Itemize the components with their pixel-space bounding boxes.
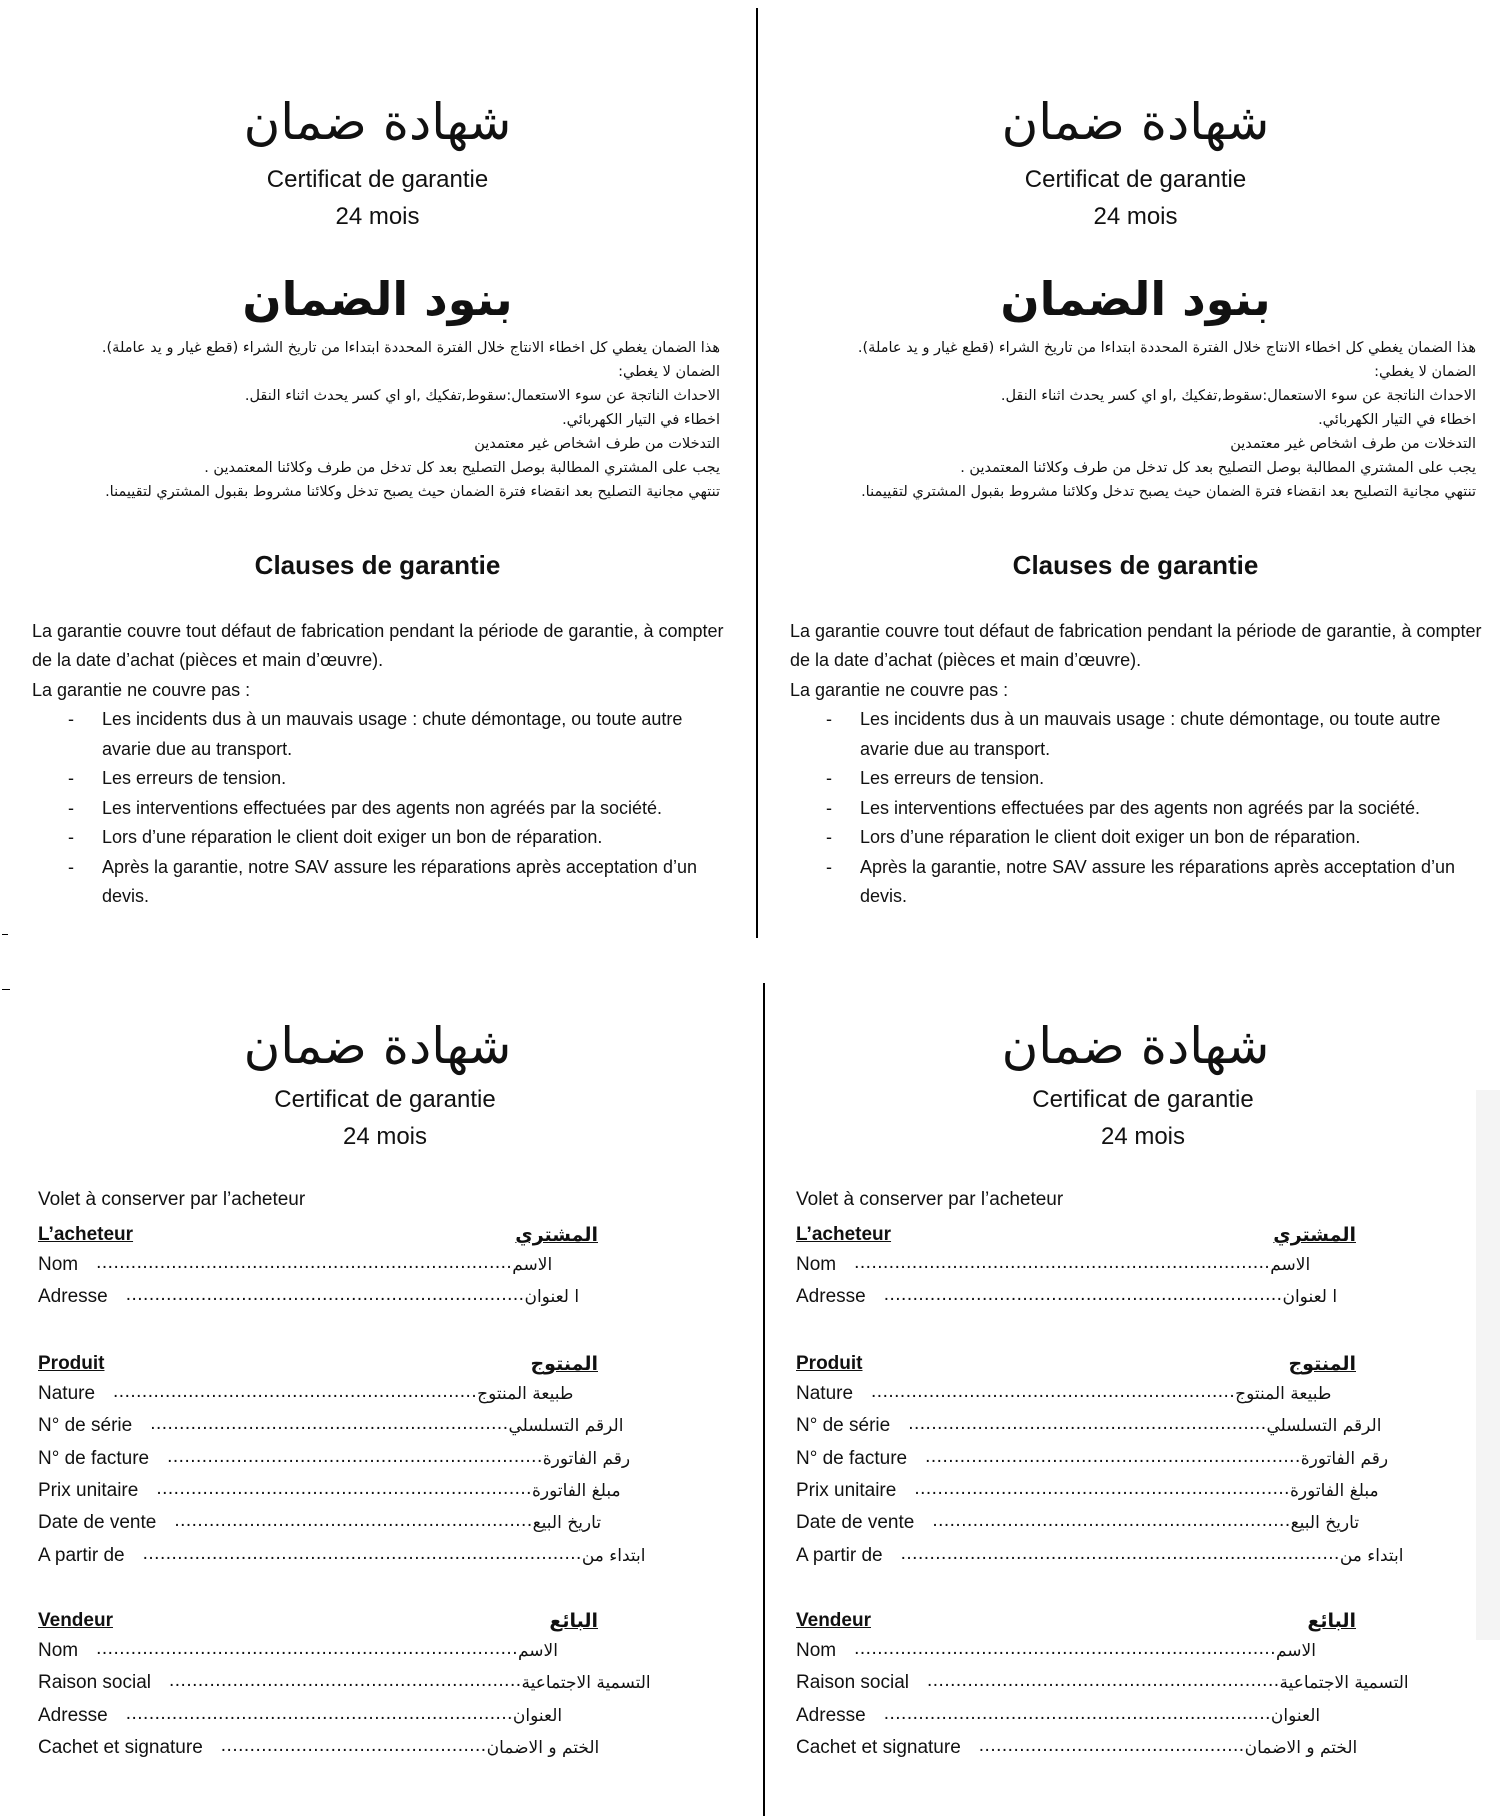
field-fill-line[interactable]: ............................................................................ [900,1542,1340,1564]
buyer-field-row[interactable] [796,1250,1356,1280]
seller-field-row[interactable] [38,1668,651,1698]
product-field-row[interactable] [38,1411,624,1441]
field-fill-line[interactable]: ................................................................. [925,1445,1301,1467]
seller-label-fr: Vendeur [38,1610,113,1631]
arabic-title: شهادة ضمان [243,1017,512,1075]
exclusion-item: - Lors d’une réparation le client doit exiger un bon de réparation. [32,823,732,853]
arabic-clause: هذا الضمان يغطي كل اخطاء الانتاج خلال الفترة المحددة ابتداءا من تاريخ الشراء (قطع غيار و يد عاملة). [857,340,1476,356]
field-label-ar: العنوان [1270,1705,1321,1726]
field-fill-line[interactable]: .............................................................. [174,1510,533,1532]
french-exclusions-label: La garantie ne couvre pas : [790,680,1009,700]
exclusion-item: - Les interventions effectuées par des agents non agréés par la société. [32,794,732,824]
french-exclusions-list [790,705,1490,912]
list-dash: - [826,827,832,847]
field-label-ar: الرقم التسلسلي [1266,1416,1382,1437]
warranty-clauses-panel-right [758,0,1482,930]
duration-label: 24 mois [1100,1123,1186,1150]
product-field-row[interactable] [38,1444,631,1474]
arabic-clauses-heading: بنود الضمان [1000,272,1271,326]
buyer-field-row[interactable] [796,1282,1356,1312]
field-label-fr: Adresse [38,1704,108,1726]
french-coverage-text: La garantie couvre tout défaut de fabrication pendant la période de garantie, à compter de la date d’achat (pièces et main d’œuvre). [32,621,724,670]
arabic-clause: تنتهي مجانية التصليح بعد انقضاء فترة الضمان حيث يصبح تدخل وكلائنا مشروط بقبول المشتري لتقييمنا. [105,484,720,500]
warranty-clauses-panel-left [0,0,724,930]
field-label-fr: Cachet et signature [38,1736,203,1758]
buyer-label-fr: L’acheteur [796,1224,892,1245]
list-dash: - [826,768,832,788]
exclusion-item: - Les incidents dus à un mauvais usage : chute démontage, ou toute autre avarie due au transport. [32,705,732,764]
field-label-ar: ا لعنوان [524,1287,580,1308]
field-fill-line[interactable]: .............................................. [220,1734,487,1756]
field-fill-line[interactable]: ............................................................... [871,1381,1236,1402]
field-label-ar: رقم الفاتورة [542,1448,631,1469]
product-label-fr: Produit [796,1353,863,1374]
field-fill-line[interactable]: ......................................................................... [96,1638,518,1659]
duration-label: 24 mois [335,203,420,230]
french-title: Certificat de garantie [1032,1086,1254,1113]
field-fill-line[interactable]: ................................................................... [883,1702,1271,1724]
seller-label-ar: البائع [549,1610,598,1632]
field-label-fr: Date de vente [38,1512,157,1534]
arabic-clause: اخطاء في التيار الكهربائي. [1318,412,1476,428]
arabic-clause: يجب على المشتري المطالبة بوصل التصليح بعد كل تدخل من طرف وكلائنا المعتمدين . [204,460,720,476]
seller-section-header [796,1607,1356,1635]
field-fill-line[interactable]: ................................................................. [156,1477,532,1499]
buyer-section-header [796,1221,1356,1249]
field-label-fr: N° de série [796,1415,891,1437]
field-fill-line[interactable]: ............................................................................ [142,1542,582,1564]
buyer-label-ar: المشتري [515,1224,598,1246]
field-label-fr: Nature [796,1383,854,1404]
field-label-ar: العنوان [512,1705,563,1726]
field-fill-line[interactable]: ................................................................. [914,1477,1290,1499]
arabic-clause: التدخلات من طرف اشخاص غير معتمدين [474,436,720,452]
list-dash: - [68,768,74,788]
product-field-row[interactable] [796,1411,1382,1441]
arabic-clause: الضمان لا يغطي: [618,364,720,380]
field-label-fr: Prix unitaire [796,1479,897,1501]
field-label-ar: الاسم [1270,1255,1311,1275]
list-dash: - [68,827,74,847]
field-label-fr: N° de facture [796,1447,908,1469]
field-label-ar: الرقم التسلسلي [508,1416,624,1437]
field-label-ar: طبيعة المنتوج [1235,1384,1332,1404]
field-fill-line[interactable]: ..................................................................... [125,1284,525,1306]
seller-label-fr: Vendeur [796,1610,871,1631]
buyer-section-header [38,1221,598,1249]
french-title: Certificat de garantie [274,1086,496,1113]
seller-field-row[interactable] [796,1668,1409,1698]
seller-field-row[interactable] [38,1733,598,1763]
warranty-form-right [758,940,1478,1820]
product-label-ar: المنتوج [1288,1353,1356,1375]
product-section-header [796,1350,1356,1378]
field-label-fr: Raison social [796,1672,909,1694]
product-field-row[interactable] [38,1541,646,1571]
seller-field-row[interactable] [796,1701,1356,1731]
field-label-ar: الختم و الاضمان [486,1737,600,1758]
buyer-field-row[interactable] [38,1250,598,1280]
field-fill-line[interactable]: ................................................................... [125,1702,513,1724]
field-label-fr: Nom [796,1254,837,1275]
scan-edge-shadow [1476,1090,1500,1640]
product-field-row[interactable] [796,1541,1404,1571]
field-label-fr: Nom [38,1254,79,1275]
exclusion-item: - Lors d’une réparation le client doit exiger un bon de réparation. [790,823,1490,853]
field-label-fr: Prix unitaire [38,1479,139,1501]
field-label-ar: التسمية الاجتماعية [1279,1673,1409,1694]
field-fill-line[interactable]: ..................................................................... [883,1284,1283,1306]
arabic-clause: تنتهي مجانية التصليح بعد انقضاء فترة الضمان حيث يصبح تدخل وكلائنا مشروط بقبول المشتري لتقييمنا. [861,484,1476,500]
field-label-fr: Cachet et signature [796,1736,961,1758]
list-dash: - [826,856,832,877]
field-label-fr: Adresse [796,1704,866,1726]
french-exclusions-list [32,705,732,912]
arabic-clauses-list [796,336,1476,504]
arabic-clause: الاحداث الناتجة عن سوء الاستعمال:سقوط,تفكيك ,او اي كسر يحدث اثناء النقل. [244,388,720,404]
seller-section-header [38,1607,598,1635]
arabic-clause: التدخلات من طرف اشخاص غير معتمدين [1230,436,1476,452]
volet-caption: Volet à conserver par l’acheteur [796,1189,1064,1210]
field-label-fr: A partir de [38,1544,125,1566]
buyer-field-row[interactable] [38,1282,598,1312]
field-label-fr: N° de série [38,1415,133,1437]
field-label-ar: الختم و الاضمان [1244,1737,1358,1758]
field-label-ar: ابتداء من [581,1545,646,1566]
field-fill-line[interactable]: ............................................................... [113,1381,478,1402]
field-label-ar: الاسم [1275,1641,1316,1661]
list-dash: - [68,797,74,818]
product-field-row[interactable] [796,1444,1389,1474]
product-field-row[interactable] [796,1508,1360,1538]
field-label-ar: رقم الفاتورة [1300,1448,1389,1469]
field-label-fr: Raison social [38,1672,151,1694]
field-label-ar: تاريخ البيع [532,1513,602,1534]
field-fill-line[interactable]: .............................................. [978,1734,1245,1756]
field-label-fr: Adresse [38,1286,108,1308]
arabic-clauses-heading: بنود الضمان [242,272,513,326]
field-label-ar: ابتداء من [1339,1545,1404,1566]
french-clauses-heading: Clauses de garantie [254,550,501,580]
exclusion-item: - Après la garantie, notre SAV assure les réparations après acceptation d’un devis. [790,853,1490,912]
field-fill-line[interactable]: ................................................................. [167,1445,543,1467]
exclusion-item: - Les erreurs de tension. [32,764,732,794]
arabic-clauses-list [40,336,720,504]
arabic-title: شهادة ضمان [243,93,512,151]
field-label-fr: Nom [796,1640,837,1661]
field-label-ar: مبلغ الفاتورة [1289,1480,1379,1501]
arabic-title: شهادة ضمان [1001,93,1270,151]
volet-caption: Volet à conserver par l’acheteur [38,1189,306,1210]
warranty-form-left [0,940,720,1820]
field-label-fr: Adresse [796,1286,866,1308]
horizontal-cut-line-top [2,934,8,935]
buyer-label-fr: L’acheteur [38,1224,134,1245]
product-field-row[interactable] [38,1379,598,1409]
arabic-clause: الضمان لا يغطي: [1374,364,1476,380]
field-fill-line[interactable]: ........................................................................ [96,1252,513,1273]
list-dash: - [826,797,832,818]
duration-label: 24 mois [342,1123,428,1150]
field-label-ar: تاريخ البيع [1290,1513,1360,1534]
product-field-row[interactable] [796,1379,1356,1409]
seller-field-row[interactable] [38,1701,598,1731]
field-fill-line[interactable]: ......................................................................... [854,1638,1276,1659]
field-fill-line[interactable]: ........................................................................ [854,1252,1271,1273]
arabic-title: شهادة ضمان [1001,1017,1270,1075]
arabic-clause: اخطاء في التيار الكهربائي. [562,412,720,428]
exclusion-item: - Les erreurs de tension. [790,764,1490,794]
field-label-ar: الاسم [512,1255,553,1275]
field-label-fr: N° de facture [38,1447,150,1469]
seller-field-row[interactable] [796,1636,1356,1666]
field-label-fr: Date de vente [796,1512,915,1534]
field-label-fr: Nature [38,1383,96,1404]
french-exclusions-label: La garantie ne couvre pas : [32,680,251,700]
list-dash: - [68,709,74,729]
field-fill-line[interactable]: .............................................................. [150,1413,509,1435]
field-fill-line[interactable]: .............................................................. [932,1510,1291,1532]
french-coverage-text: La garantie couvre tout défaut de fabrication pendant la période de garantie, à compter de la date d’achat (pièces et main d’œuvre). [790,621,1482,670]
duration-label: 24 mois [1093,203,1178,230]
arabic-clause: هذا الضمان يغطي كل اخطاء الانتاج خلال الفترة المحددة ابتداءا من تاريخ الشراء (قطع غيار و يد عاملة). [101,340,720,356]
field-label-ar: التسمية الاجتماعية [521,1673,651,1694]
list-dash: - [68,856,74,877]
product-label-fr: Produit [38,1353,105,1374]
field-label-ar: طبيعة المنتوج [477,1384,574,1404]
french-title: Certificat de garantie [1024,166,1247,193]
field-label-fr: A partir de [796,1544,883,1566]
field-fill-line[interactable]: .............................................................. [908,1413,1267,1435]
field-fill-line[interactable]: ............................................................. [169,1670,522,1692]
product-field-row[interactable] [796,1476,1379,1506]
list-dash: - [826,709,832,729]
field-label-fr: Nom [38,1640,79,1661]
french-clauses-heading: Clauses de garantie [1012,550,1259,580]
product-field-row[interactable] [38,1508,602,1538]
field-label-ar: الاسم [517,1641,558,1661]
arabic-clause: يجب على المشتري المطالبة بوصل التصليح بعد كل تدخل من طرف وكلائنا المعتمدين . [960,460,1476,476]
product-label-ar: المنتوج [530,1353,598,1375]
exclusion-item: - Les interventions effectuées par des agents non agréés par la société. [790,794,1490,824]
seller-field-row[interactable] [796,1733,1356,1763]
field-label-ar: ا لعنوان [1282,1287,1338,1308]
exclusion-item: - Les incidents dus à un mauvais usage : chute démontage, ou toute autre avarie due au transport. [790,705,1490,764]
field-label-ar: مبلغ الفاتورة [531,1480,621,1501]
product-section-header [38,1350,598,1378]
seller-field-row[interactable] [38,1636,598,1666]
arabic-clause: الاحداث الناتجة عن سوء الاستعمال:سقوط,تفكيك ,او اي كسر يحدث اثناء النقل. [1000,388,1476,404]
product-field-row[interactable] [38,1476,621,1506]
french-title: Certificat de garantie [266,166,489,193]
field-fill-line[interactable]: ............................................................. [927,1670,1280,1692]
exclusion-item: - Après la garantie, notre SAV assure les réparations après acceptation d’un devis. [32,853,732,912]
buyer-label-ar: المشتري [1273,1224,1356,1246]
seller-label-ar: البائع [1307,1610,1356,1632]
